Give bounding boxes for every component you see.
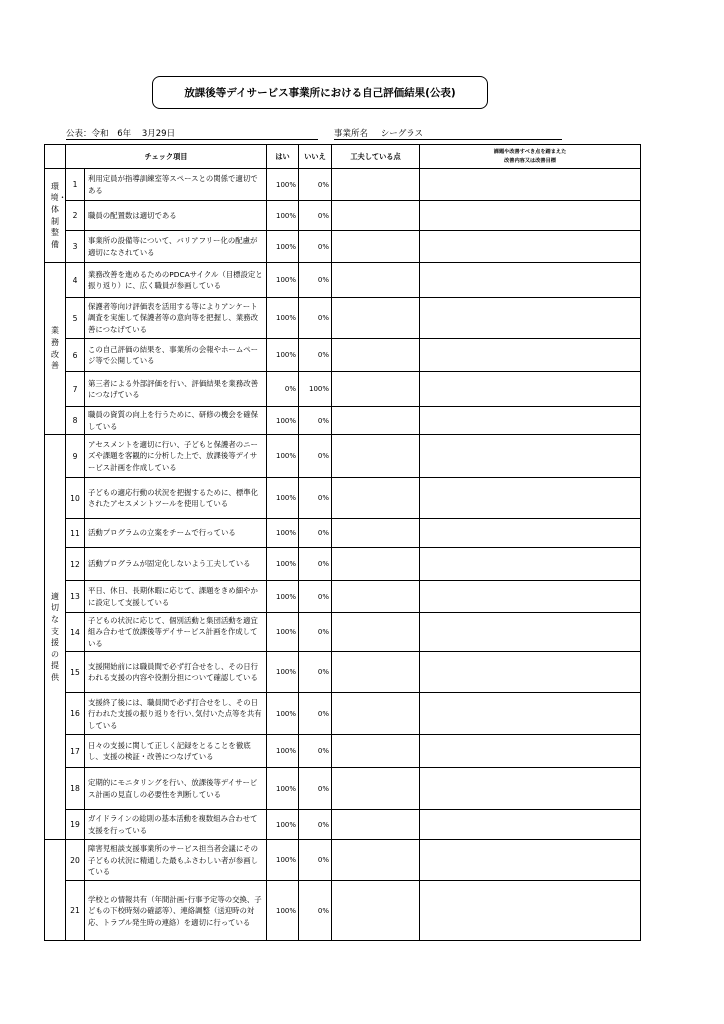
effort-cell xyxy=(332,407,420,435)
no-percent: 0% xyxy=(299,613,332,652)
item-text: 第三者による外部評価を行い、評価結果を業務改善につなげている xyxy=(85,372,267,407)
remarks-cell xyxy=(420,840,641,881)
document-title: 放課後等デイサービス事業所における自己評価結果(公表) xyxy=(152,76,488,109)
item-number: 12 xyxy=(66,548,85,581)
item-text: 活動プログラムが固定化しないよう工夫している xyxy=(85,548,267,581)
no-percent: 0% xyxy=(299,263,332,298)
office-name: シーグラス xyxy=(380,129,423,139)
office-label: 事業所名 xyxy=(334,129,369,139)
no-percent: 0% xyxy=(299,201,332,231)
category-cell xyxy=(45,169,66,263)
remarks-cell xyxy=(420,201,641,231)
remarks-cell xyxy=(420,263,641,298)
table-row xyxy=(45,263,641,298)
item-text: 子どもの適応行動の状況を把握するために、標準化されたアセスメントツールを使用している xyxy=(85,478,267,519)
table-row xyxy=(45,840,641,881)
table-row xyxy=(45,519,641,548)
effort-cell xyxy=(332,201,420,231)
category-label: 適切な支援の提供 xyxy=(51,591,59,682)
item-text: ガイドラインの総則の基本活動を複数組み合わせて支援を行っている xyxy=(85,810,267,840)
yes-percent: 100% xyxy=(267,548,299,581)
remarks-cell xyxy=(420,407,641,435)
remarks-cell xyxy=(420,478,641,519)
remarks-cell xyxy=(420,613,641,652)
item-number: 13 xyxy=(66,581,85,613)
yes-percent: 100% xyxy=(267,881,299,941)
remarks-cell xyxy=(420,298,641,339)
yes-percent: 100% xyxy=(267,613,299,652)
table-row xyxy=(45,407,641,435)
yes-percent: 100% xyxy=(267,652,299,693)
effort-cell xyxy=(332,519,420,548)
table-row xyxy=(45,298,641,339)
item-number: 3 xyxy=(66,231,85,263)
yes-percent: 100% xyxy=(267,693,299,735)
remarks-cell xyxy=(420,810,641,840)
header-check-item: チェック項目 xyxy=(66,145,267,169)
office-name-field xyxy=(334,127,562,140)
remarks-cell xyxy=(420,652,641,693)
no-percent: 0% xyxy=(299,768,332,810)
item-text: この自己評価の結果を、事業所の会報やホームページ等で公開している xyxy=(85,339,267,372)
item-text: 支援開始前には職員間で必ず打合せをし、その日行われる支援の内容や役割分担について確認している xyxy=(85,652,267,693)
item-text: 業務改善を進めるためのPDCAサイクル（目標設定と振り返り）に、広く職員が参画している xyxy=(85,263,267,298)
table-row xyxy=(45,478,641,519)
effort-cell xyxy=(332,372,420,407)
item-number: 18 xyxy=(66,768,85,810)
item-text: 定期的にモニタリングを行い、放課後等デイサービス計画の見直しの必要性を判断している xyxy=(85,768,267,810)
remarks-cell xyxy=(420,169,641,201)
remarks-cell xyxy=(420,768,641,810)
table-header-row xyxy=(45,145,641,169)
item-number: 21 xyxy=(66,881,85,941)
item-text: 平日、休日、長期休暇に応じて、課題をきめ細やかに設定して支援している xyxy=(85,581,267,613)
remarks-cell xyxy=(420,339,641,372)
remarks-cell xyxy=(420,735,641,768)
remarks-cell xyxy=(420,693,641,735)
effort-cell xyxy=(332,581,420,613)
effort-cell xyxy=(332,840,420,881)
item-number: 14 xyxy=(66,613,85,652)
table-row xyxy=(45,548,641,581)
yes-percent: 0% xyxy=(267,372,299,407)
category-label: 環境・体制整備 xyxy=(50,181,67,249)
no-percent: 100% xyxy=(299,372,332,407)
effort-cell xyxy=(332,298,420,339)
header-remarks xyxy=(420,145,641,169)
table-row xyxy=(45,810,641,840)
effort-cell xyxy=(332,169,420,201)
table-row xyxy=(45,613,641,652)
header-remarks-line1: 課題や改善すべき点を踏まえた xyxy=(493,149,567,156)
item-number: 11 xyxy=(66,519,85,548)
table-row xyxy=(45,169,641,201)
evaluation-table xyxy=(44,144,641,941)
item-number: 19 xyxy=(66,810,85,840)
effort-cell xyxy=(332,768,420,810)
no-percent: 0% xyxy=(299,548,332,581)
remarks-cell xyxy=(420,231,641,263)
yes-percent: 100% xyxy=(267,735,299,768)
header-no: いいえ xyxy=(299,145,332,169)
effort-cell xyxy=(332,652,420,693)
yes-percent: 100% xyxy=(267,201,299,231)
remarks-cell xyxy=(420,548,641,581)
remarks-cell xyxy=(420,581,641,613)
item-text: 利用定員が指導訓練室等スペースとの関係で適切である xyxy=(85,169,267,201)
item-text: 日々の支援に関して正しく記録をとることを徹底し、支援の検証・改善につなげている xyxy=(85,735,267,768)
item-number: 15 xyxy=(66,652,85,693)
item-text: 学校との情報共有（年間計画･行事予定等の交換、子どもの下校時刻の確認等）、連絡調整（送迎時の対応、トラブル発生時の連絡）を適切に行っている xyxy=(85,881,267,941)
yes-percent: 100% xyxy=(267,298,299,339)
item-number: 7 xyxy=(66,372,85,407)
no-percent: 0% xyxy=(299,407,332,435)
remarks-cell xyxy=(420,435,641,478)
item-text: 事業所の設備等について、バリアフリー化の配慮が適切になされている xyxy=(85,231,267,263)
remarks-cell xyxy=(420,519,641,548)
no-percent: 0% xyxy=(299,840,332,881)
category-cell xyxy=(45,840,66,941)
yes-percent: 100% xyxy=(267,231,299,263)
effort-cell xyxy=(332,231,420,263)
no-percent: 0% xyxy=(299,298,332,339)
effort-cell xyxy=(332,810,420,840)
publish-date xyxy=(66,127,318,140)
item-number: 20 xyxy=(66,840,85,881)
effort-cell xyxy=(332,478,420,519)
item-text: 障害児相談支援事業所のサービス担当者会議にその子どもの状況に精通した最もふさわしい者が参画している xyxy=(85,840,267,881)
item-number: 9 xyxy=(66,435,85,478)
table-row xyxy=(45,231,641,263)
header-category xyxy=(45,145,66,169)
no-percent: 0% xyxy=(299,169,332,201)
yes-percent: 100% xyxy=(267,581,299,613)
category-cell xyxy=(45,263,66,435)
table-row xyxy=(45,735,641,768)
no-percent: 0% xyxy=(299,339,332,372)
item-text: 支援終了後には、職員間で必ず打合せをし、その日行われた支援の振り返りを行い､気付いた点等を共有している xyxy=(85,693,267,735)
table-row xyxy=(45,372,641,407)
table-row xyxy=(45,768,641,810)
item-text: 職員の資質の向上を行うために、研修の機会を確保している xyxy=(85,407,267,435)
no-percent: 0% xyxy=(299,435,332,478)
effort-cell xyxy=(332,339,420,372)
no-percent: 0% xyxy=(299,519,332,548)
remarks-cell xyxy=(420,372,641,407)
table-row xyxy=(45,581,641,613)
item-number: 4 xyxy=(66,263,85,298)
item-number: 10 xyxy=(66,478,85,519)
header-remarks-line2: 改善内容又は改善目標 xyxy=(504,157,556,164)
item-number: 1 xyxy=(66,169,85,201)
item-number: 2 xyxy=(66,201,85,231)
effort-cell xyxy=(332,263,420,298)
item-text: 子どもの状況に応じて、個別活動と集団活動を適宜組み合わせて放課後等デイサービス計画を作成している xyxy=(85,613,267,652)
publish-day: 3月29日 xyxy=(141,129,176,139)
publish-year: 6年 xyxy=(117,129,132,139)
item-number: 6 xyxy=(66,339,85,372)
no-percent: 0% xyxy=(299,652,332,693)
no-percent: 0% xyxy=(299,231,332,263)
yes-percent: 100% xyxy=(267,407,299,435)
header-yes: はい xyxy=(267,145,299,169)
no-percent: 0% xyxy=(299,693,332,735)
yes-percent: 100% xyxy=(267,263,299,298)
table-row xyxy=(45,881,641,941)
item-number: 8 xyxy=(66,407,85,435)
yes-percent: 100% xyxy=(267,169,299,201)
effort-cell xyxy=(332,881,420,941)
table-row xyxy=(45,435,641,478)
effort-cell xyxy=(332,435,420,478)
yes-percent: 100% xyxy=(267,519,299,548)
item-number: 5 xyxy=(66,298,85,339)
item-number: 17 xyxy=(66,735,85,768)
effort-cell xyxy=(332,735,420,768)
header-effort: 工夫している点 xyxy=(332,145,420,169)
table-row xyxy=(45,652,641,693)
yes-percent: 100% xyxy=(267,339,299,372)
effort-cell xyxy=(332,548,420,581)
no-percent: 0% xyxy=(299,881,332,941)
table-row xyxy=(45,201,641,231)
no-percent: 0% xyxy=(299,581,332,613)
effort-cell xyxy=(332,693,420,735)
category-cell xyxy=(45,435,66,840)
yes-percent: 100% xyxy=(267,810,299,840)
no-percent: 0% xyxy=(299,478,332,519)
no-percent: 0% xyxy=(299,735,332,768)
item-text: 保護者等向け評価表を活用する等によりアンケート調査を実施して保護者等の意向等を把握し、業務改善につなげている xyxy=(85,298,267,339)
item-text: 活動プログラムの立案をチームで行っている xyxy=(85,519,267,548)
yes-percent: 100% xyxy=(267,768,299,810)
item-text: アセスメントを適切に行い、子どもと保護者のニーズや課題を客観的に分析した上で、放課後等デイサービス計画を作成している xyxy=(85,435,267,478)
item-number: 16 xyxy=(66,693,85,735)
category-label: 業務改善 xyxy=(51,326,59,371)
item-text: 職員の配置数は適切である xyxy=(85,201,267,231)
effort-cell xyxy=(332,613,420,652)
table-row xyxy=(45,693,641,735)
table-row xyxy=(45,339,641,372)
no-percent: 0% xyxy=(299,810,332,840)
publish-label: 公表：令和 xyxy=(66,129,109,139)
yes-percent: 100% xyxy=(267,840,299,881)
remarks-cell xyxy=(420,881,641,941)
yes-percent: 100% xyxy=(267,478,299,519)
yes-percent: 100% xyxy=(267,435,299,478)
